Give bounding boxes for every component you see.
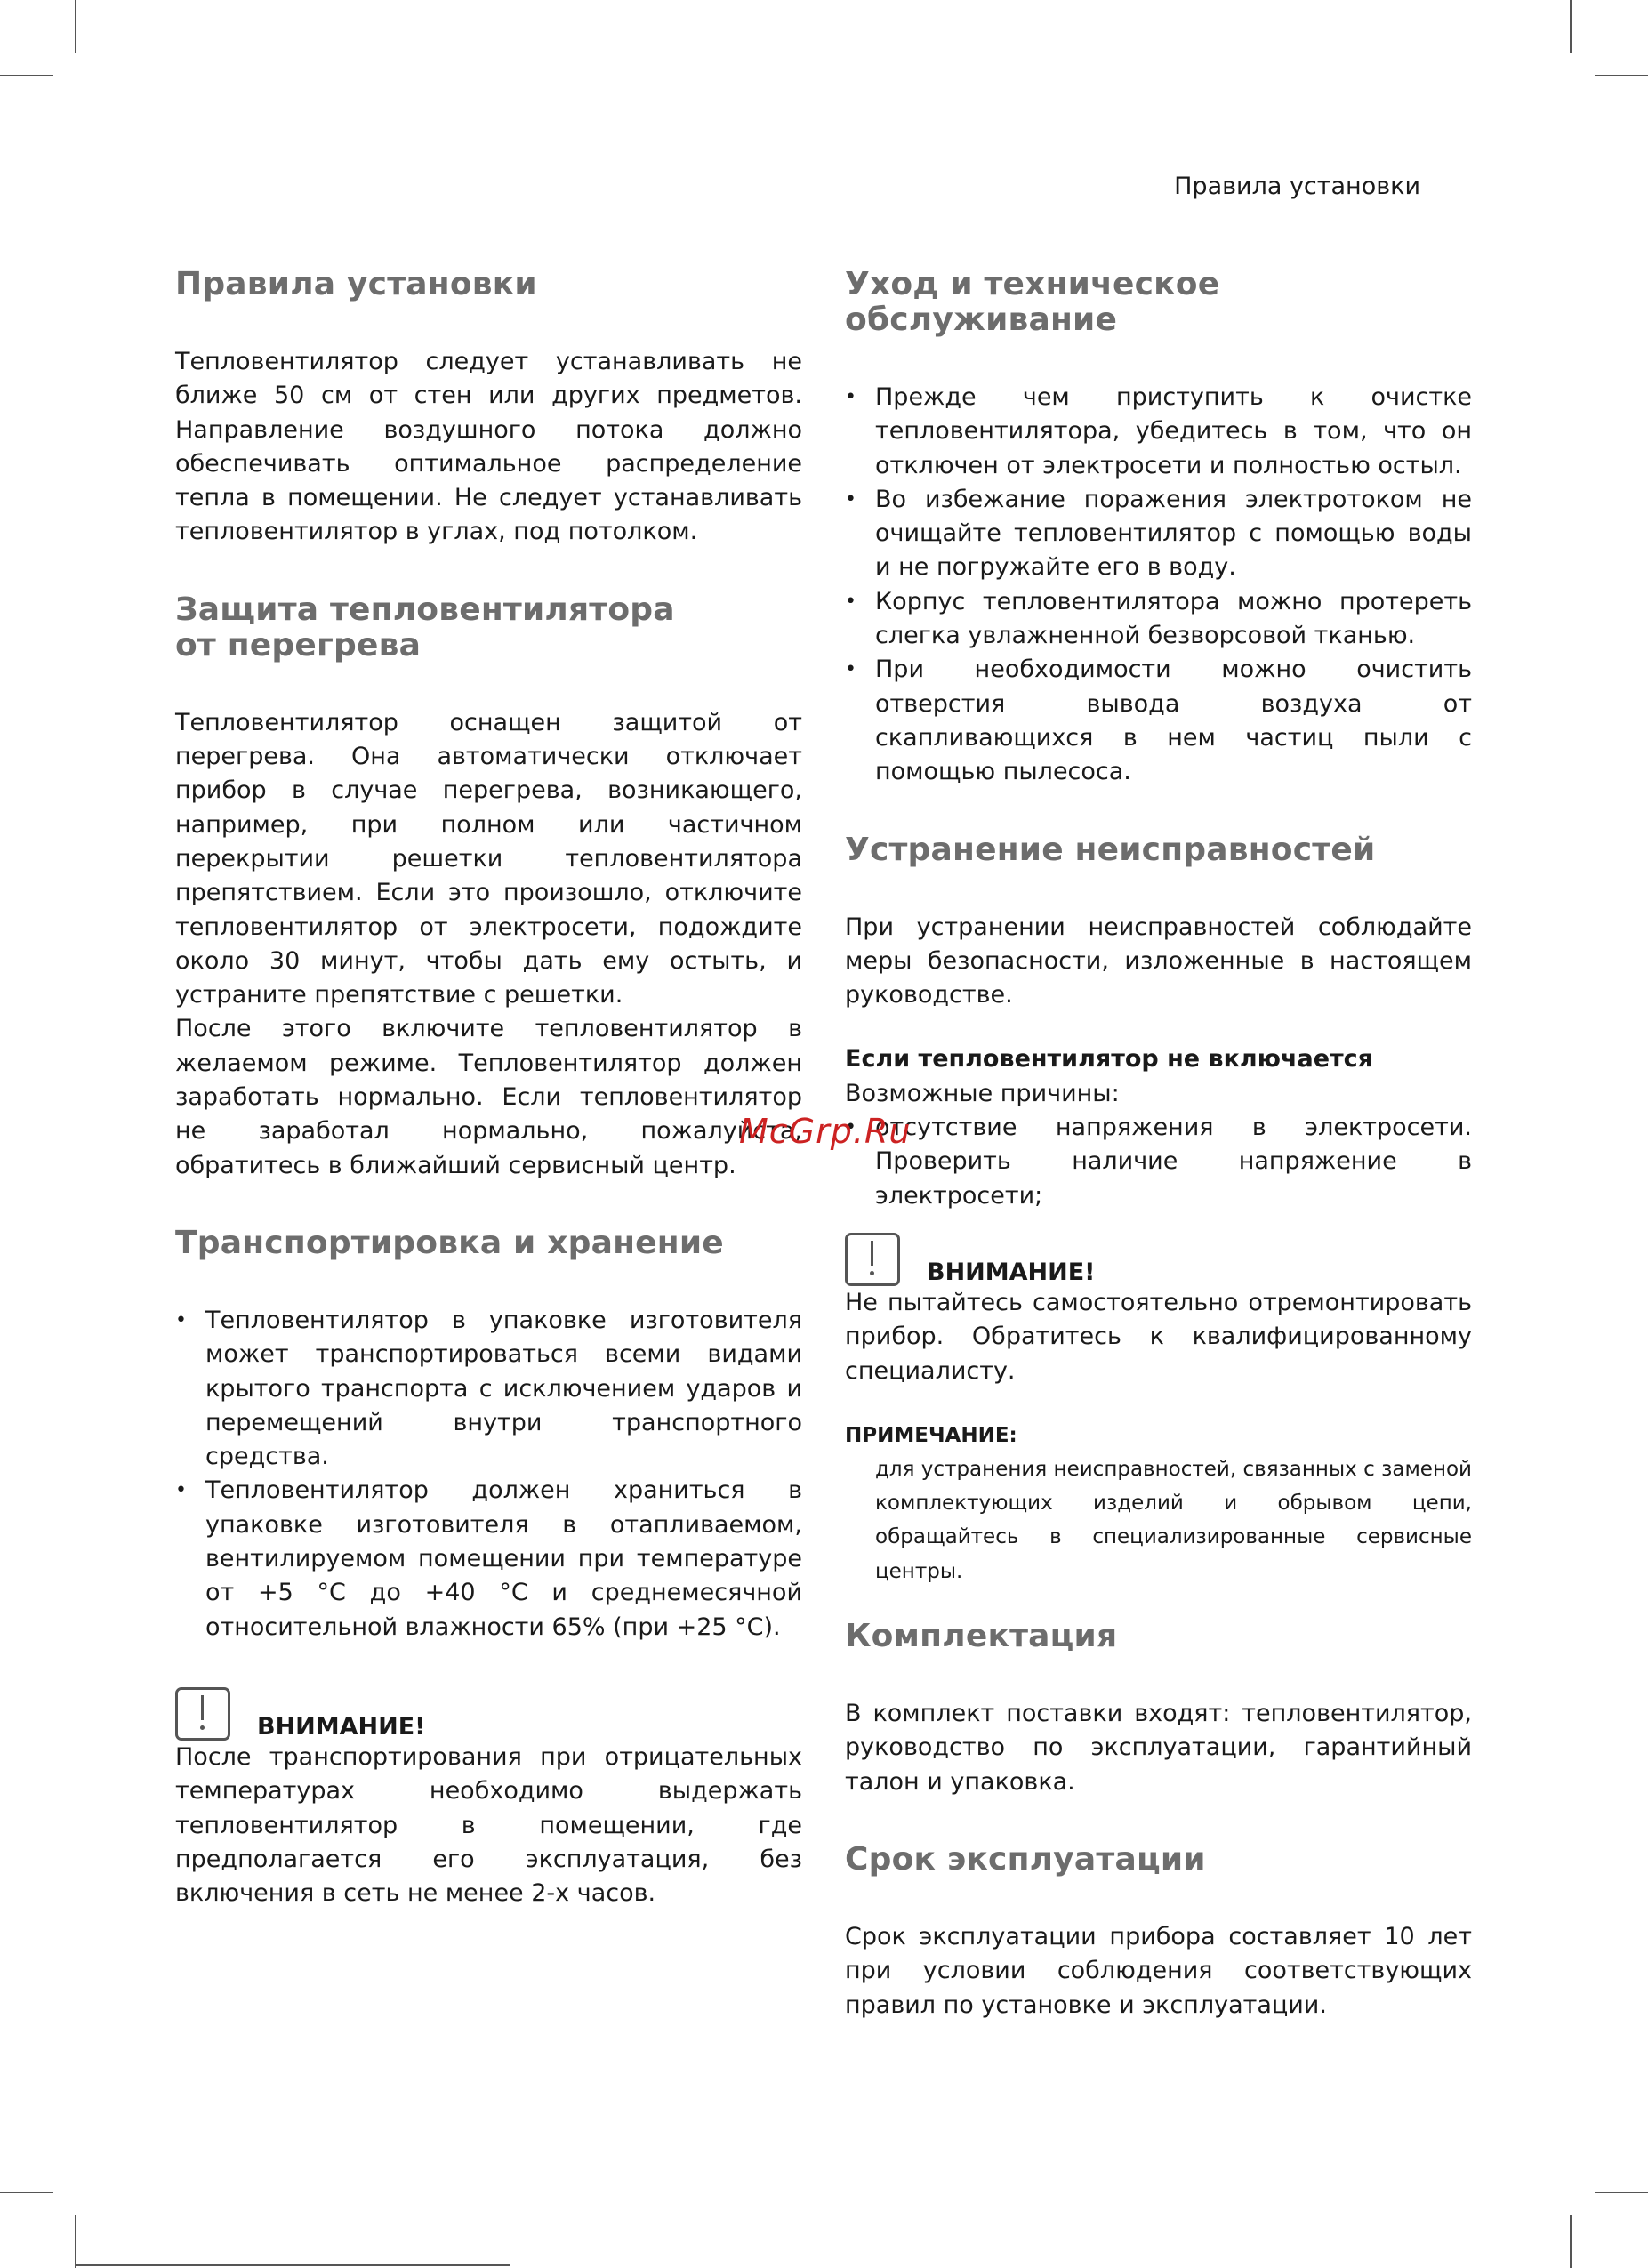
warning-text: Не пытайтесь самостоятельно отремонтировать прибор. Обратитесь к квалифицированному специалисту.	[845, 1288, 1472, 1385]
paragraph: Тепловентилятор следует устанавливать не ближе 50 см от стен или других предметов. Направление воздушного потока должно обеспечивать оптимальное распределение тепла в помещении. Не следует устанавливать тепловентилятор в углах, под потолком.	[175, 348, 802, 546]
section-title: Комплектация	[845, 1618, 1118, 1655]
warning-block	[175, 1687, 802, 1741]
list-item: • отсутствие напряжения в электросети. Проверить наличие напряжение в электросети;	[845, 1111, 1472, 1213]
section-title	[175, 592, 802, 664]
watermark: McGrp.Ru	[739, 1112, 912, 1151]
list-item: • При необходимости можно очистить отверстия вывода воздуха от скапливающихся в нем частиц пыли с помощью пылесоса.	[845, 653, 1472, 789]
warning-text: После транспортирования при отрицательных температурах необходимо выдержать тепловентилятор в помещении, где предполагается его эксплуатация, без включения в сеть не менее 2-х часов.	[175, 1742, 802, 1908]
crop-mark	[75, 2264, 510, 2266]
note-label: ПРИМЕЧАНИЕ:	[845, 1423, 1017, 1447]
bullet-list	[845, 381, 1472, 790]
exclamation-icon	[845, 1233, 900, 1286]
title-line: от перегрева	[175, 626, 422, 664]
bullet-list	[845, 1111, 1472, 1213]
paragraph: В комплект поставки входят: тепловентилятор, руководство по эксплуатации, гарантийный талон и упаковка.	[845, 1700, 1472, 1796]
bullet-list	[175, 1304, 802, 1645]
subheading: Если тепловентилятор не включается	[845, 1045, 1373, 1074]
paragraph: После этого включите тепловентилятор в желаемом режиме. Тепловентилятор должен заработать нормально. Если тепловентилятор не заработал нормально, пожалуйста, обратитесь в ближайший сервисный центр.	[175, 1015, 802, 1179]
title-line: Защита тепловентилятора	[175, 591, 675, 628]
exclamation-icon	[175, 1687, 230, 1741]
left-column	[175, 267, 802, 1910]
section-title: Устранение неисправностей	[845, 831, 1376, 868]
crop-mark	[0, 2192, 53, 2193]
causes-label: Возможные причины:	[845, 1079, 1120, 1107]
crop-mark	[75, 0, 76, 53]
crop-mark	[1570, 0, 1572, 53]
note-text: для устранения неисправностей, связанных с заменой комплектующих изделий и обрывом цепи, обращайтесь в специализированные сервисные центры.	[875, 1457, 1472, 1583]
list-item: • Тепловентилятор в упаковке изготовителя может транспортироваться всеми видами крытого транспорта с исключением ударов и перемещений внутри транспортного средства.	[175, 1304, 802, 1474]
crop-mark	[0, 75, 53, 76]
warning-label: ВНИМАНИЕ!	[257, 1712, 426, 1741]
list-item: • Тепловентилятор должен храниться в упаковке изготовителя в отапливаемом, вентилируемом помещении при температуре от +5 °С до +40 °С и среднемесячной относительной влажности 65% (при +25 °С).	[175, 1474, 802, 1644]
section-title: Правила установки	[175, 266, 537, 302]
list-item: • Корпус тепловентилятора можно протереть слегка увлажненной безворсовой тканью.	[845, 585, 1472, 654]
crop-mark	[1570, 2215, 1572, 2268]
warning-label: ВНИМАНИЕ!	[927, 1258, 1096, 1286]
crop-mark	[1595, 2192, 1648, 2193]
section-title: Уход и техническое обслуживание	[845, 266, 1220, 338]
list-item: • Прежде чем приступить к очистке тепловентилятора, убедитесь в том, что он отключен от электросети и полностью остыл.	[845, 381, 1472, 483]
paragraph: При устранении неисправностей соблюдайте меры безопасности, изложенные в настоящем руководстве.	[845, 913, 1472, 1009]
section-title: Транспортировка и хранение	[175, 1224, 724, 1261]
list-item: • Во избежание поражения электротоком не очищайте тепловентилятор с помощью воды и не погружайте его в воду.	[845, 483, 1472, 585]
running-header: Правила установки	[1174, 173, 1420, 200]
warning-block	[845, 1233, 1472, 1286]
crop-mark	[1595, 75, 1648, 76]
section-title: Срок эксплуатации	[845, 1840, 1206, 1878]
paragraph: Тепловентилятор оснащен защитой от перегрева. Она автоматически отключает прибор в случае перегрева, возникающего, например, при полном или частичном перекрытии решетки тепловентилятора препятствием. Если это произошло, отключите тепловентилятор от электросети, подождите около 30 минут, чтобы дать ему остыть, и устраните препятствие с решетки.	[175, 708, 802, 1009]
paragraph: Срок эксплуатации прибора составляет 10 лет при условии соблюдения соответствующих правил по установке и эксплуатации.	[845, 1922, 1472, 2019]
crop-mark	[75, 2215, 76, 2268]
right-column	[845, 267, 1472, 2023]
